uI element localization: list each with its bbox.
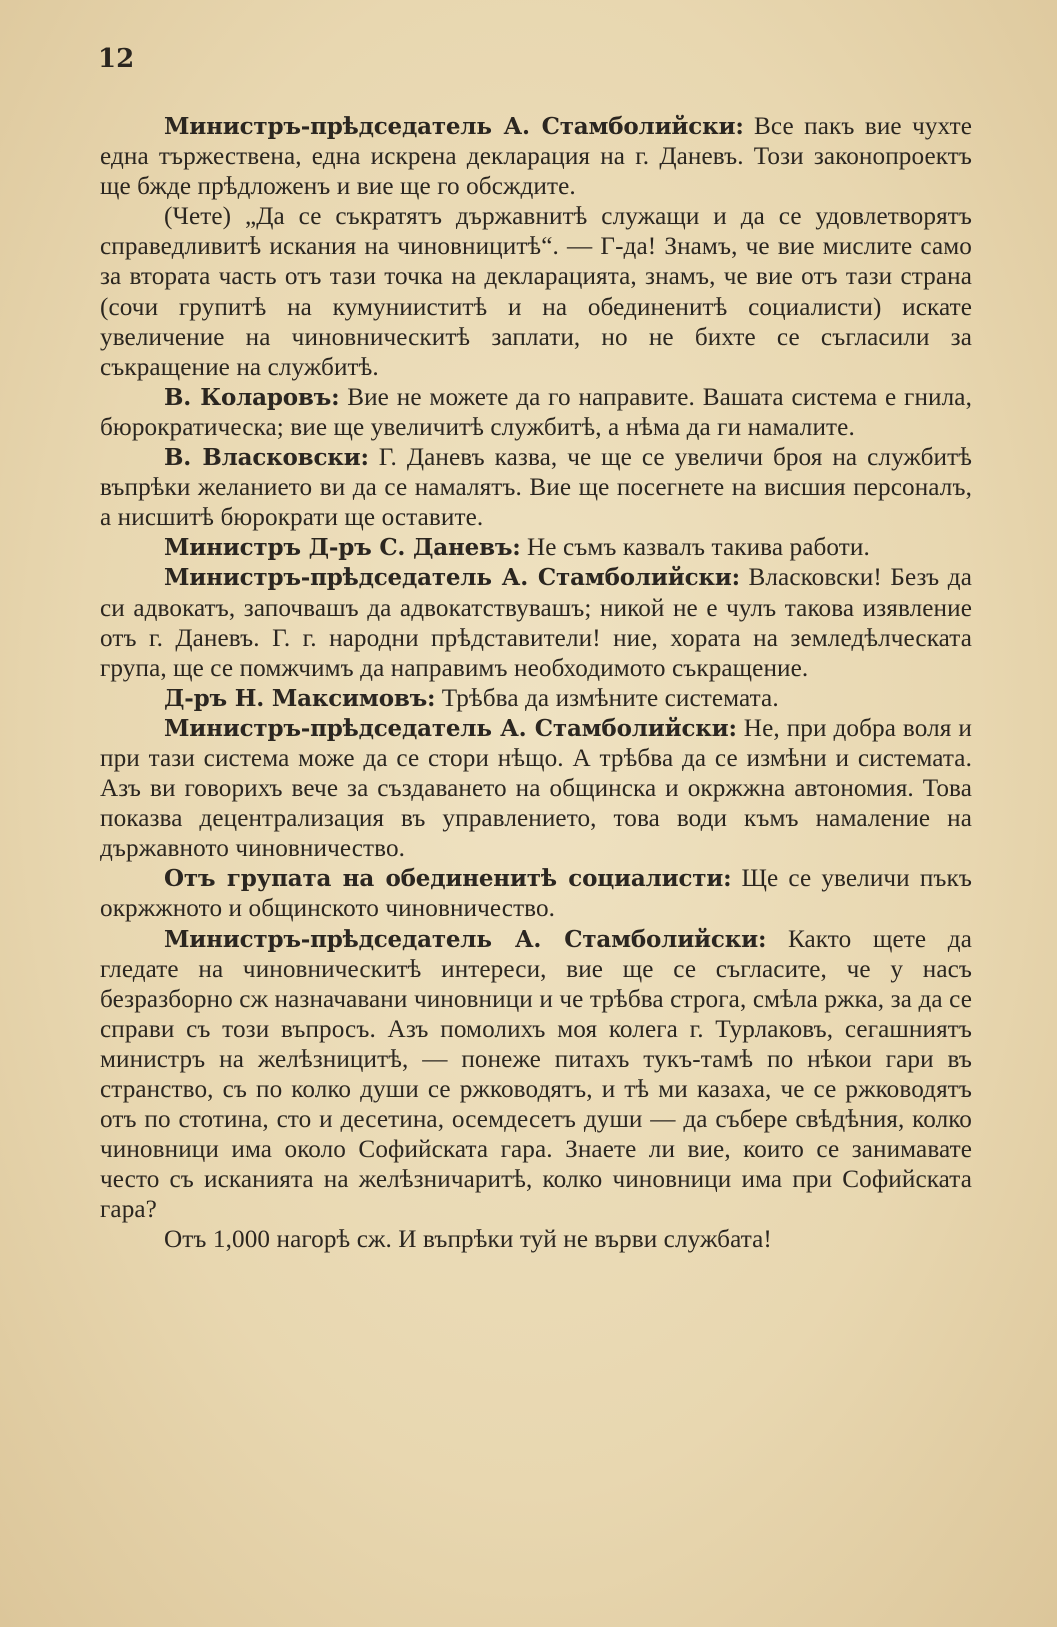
paragraph-7 xyxy=(100,684,972,714)
paragraph-text: Вие не можете да го направите. Вашата система е гнила, бюрократическа; вие ще увеличитѣ службитѣ, а нѣма да ги намалите. xyxy=(100,383,972,441)
speaker-label: Д-ръ Н. Максимовъ: xyxy=(164,684,436,712)
paragraph-8 xyxy=(100,714,972,864)
speaker-label: Министръ-прѣдседатель А. Стамболийски: xyxy=(164,113,744,140)
speaker-label: Министръ-прѣдседатель А. Стамболийски: xyxy=(164,714,737,742)
speaker-label: В. Власковски: xyxy=(164,444,369,472)
paragraph-text: Както щете да гледате на чиновническитѣ интереси, вие ще се съгласите, че у насъ безразборно сж назначавани чиновници и че трѣбва строга, смѣла ржка, за да се справи съ този въпросъ. Азъ помолихъ моя колега г. Турлаковъ, сегашниятъ министръ на желѣзницитѣ, — понеже питахъ тукъ-тамѣ по нѣкои гари въ странство, съ по колко души се ржководятъ, и тѣ ми казаха, че се ржководятъ отъ по стотина, сто и десетина, осемдесетъ души — да събере свѣдѣния, колко чиновници има около Софийската гара. Знаете ли вие, които се занимавате често съ исканията на желѣзничаритѣ, колко чиновници има при Софийската гара? xyxy=(100,925,972,1224)
paragraph-text: Не, при добра воля и при тази система може да се стори нѣщо. А трѣбва да се измѣни и системата. Азъ ви говорихъ вече за създаването на общинска и окржжна автономия. Това показва децентрализация въ управлението, това води къмъ намаление на държавното чиновничество. xyxy=(100,714,972,863)
paragraph-text: Отъ 1,000 нагорѣ сж. И въпрѣки туй не върви службата! xyxy=(164,1226,772,1254)
paragraph-text: Власковски! Безъ да си адвокатъ, започвашъ да адвокатствувашъ; никой не е чулъ такова изявление отъ г. Даневъ. Г. г. народни прѣдставители! ние, хората на земледѣлческата група, ще се помжчимъ да направимъ необходимото съкращение. xyxy=(100,564,972,682)
paragraph-text: Ще се увеличи пъкъ окржжното и общинското чиновничество. xyxy=(100,865,972,923)
paragraph-text: Все пакъ вие чухте една тържествена, една искрена декларация на г. Даневъ. Този законопроектъ ще бжде прѣдложенъ и вие ще го обсждите. xyxy=(100,113,972,201)
speaker-label: Министръ-прѣдседатель А. Стамболийски: xyxy=(164,564,740,592)
paragraph-6 xyxy=(100,563,972,683)
paragraph-5 xyxy=(100,533,972,563)
speaker-label: В. Коларовъ: xyxy=(164,383,340,411)
paragraph-10 xyxy=(100,925,972,1226)
transcript-body xyxy=(100,112,972,1256)
paragraph-11 xyxy=(100,1225,972,1255)
paragraph-4 xyxy=(100,443,972,533)
page-number: 12 xyxy=(98,44,135,74)
speaker-label: Министръ-прѣдседатель А. Стамболийски: xyxy=(164,925,767,953)
paragraph-text: Г. Даневъ казва, че ще се увеличи броя на службитѣ въпрѣки желанието ви да се намалятъ. Вие ще посегнете на висшия персоналъ, а нисшитѣ бюрократи ще оставите. xyxy=(100,444,972,532)
paragraph-3 xyxy=(100,383,972,443)
paragraph-1 xyxy=(100,112,972,202)
speaker-label: Министръ Д-ръ С. Даневъ: xyxy=(164,534,521,562)
speaker-label: Отъ групата на обединенитѣ социалисти: xyxy=(164,865,732,893)
paragraph-9 xyxy=(100,864,972,924)
paragraph-text: (Чете) „Да се съкратятъ държавнитѣ служащи и да се удовлетворятъ справедливитѣ искания на чиновницитѣ“. — Г-да! Знамъ, че вие мислите само за втората часть отъ тази точка на декларацията, знамъ, че вие отъ тази страна (сочи групитѣ на кумунииститѣ и на обединенитѣ социалисти) искате увеличение на чиновническитѣ заплати, но не бихте се съгласили за съкращение на службитѣ. xyxy=(100,203,972,381)
paragraph-text: Не съмъ казвалъ такива работи. xyxy=(520,534,870,562)
paragraph-2 xyxy=(100,202,972,383)
paragraph-text: Трѣбва да измѣните системата. xyxy=(435,684,779,712)
